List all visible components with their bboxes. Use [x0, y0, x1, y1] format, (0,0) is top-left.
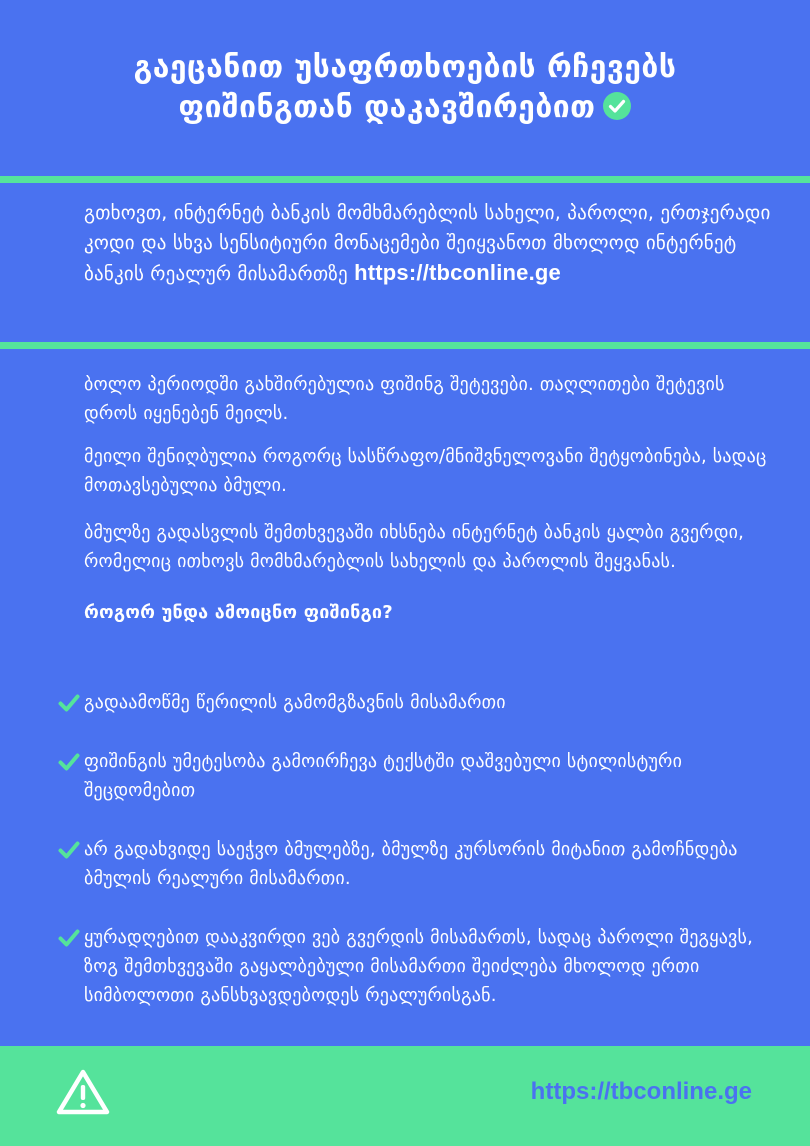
info-section	[84, 370, 774, 652]
list-item	[58, 747, 774, 805]
checkmark-icon	[58, 928, 80, 948]
divider-middle	[0, 342, 810, 349]
intro-text: გთხოვთ, ინტერნეტ ბანკის მომხმარებლის სახელი, პაროლი, ერთჯერადი კოდი და სხვა სენსიტიური მონაცემები შეიყვანოთ მხოლოდ ინტერნეტ ბანკის რეალურ მისამართზე	[84, 202, 771, 285]
divider-top	[0, 176, 810, 183]
page-title-line-1: გაეცანით უსაფრთხოების რჩევებს	[133, 50, 677, 85]
warning-triangle-icon	[56, 1068, 110, 1116]
tip-text: ყურადღებით დააკვირდი ვებ გვერდის მისამართს, სადაც პაროლი შეგყავს, ზოგ შემთხვევაში გაყალბებული მისამართი შეიძლება მხოლოდ ერთი სიმბოლოთი განსხვავდებოდეს რეალურისგან.	[84, 927, 754, 1006]
tips-list	[58, 688, 774, 1040]
list-item	[58, 835, 774, 893]
checkmark-icon	[58, 693, 80, 713]
tip-text: არ გადახვიდე საეჭვო ბმულებზე, ბმულზე კურსორის მიტანით გამოჩნდება ბმულის რეალური მისამართი.	[84, 839, 738, 889]
footer-bar	[0, 1046, 810, 1146]
check-circle-icon	[603, 92, 631, 120]
tip-text: გადაამოწმე წერილის გამომგზავნის მისამართი	[84, 692, 506, 713]
info-paragraph-3: ბმულზე გადასვლის შემთხვევაში იხსნება ინტერნეტ ბანკის ყალბი გვერდი, რომელიც ითხოვს მომხმარებლის სახელის და პაროლის შეყვანას.	[84, 522, 745, 572]
page-title-text-2: ფიშინგთან დაკავშირებით	[178, 90, 596, 125]
section-subheading: როგორ უნდა ამოიცნო ფიშინგი?	[84, 602, 393, 623]
page-title-line-2	[179, 88, 632, 128]
list-item	[58, 923, 774, 1010]
intro-paragraph	[84, 198, 774, 289]
checkmark-icon	[58, 752, 80, 772]
checkmark-icon	[58, 840, 80, 860]
page-header	[0, 0, 810, 176]
tip-text: ფიშინგის უმეტესობა გამოირჩევა ტექსტში დაშვებული სტილისტური შეცდომებით	[84, 751, 683, 801]
info-paragraph-2: მეილი შენიღბულია როგორც სასწრაფო/მნიშვნელოვანი შეტყობინება, სადაც მოთავსებულია ბმული.	[84, 446, 767, 496]
info-paragraph-1: ბოლო პერიოდში გახშირებულია ფიშინგ შეტევები. თაღლითები შეტევის დროს იყენებენ მეილს.	[84, 374, 725, 424]
footer-url-link[interactable]: https://tbconline.ge	[530, 1078, 752, 1105]
list-item	[58, 688, 774, 717]
intro-url-link[interactable]: https://tbconline.ge	[354, 260, 561, 285]
